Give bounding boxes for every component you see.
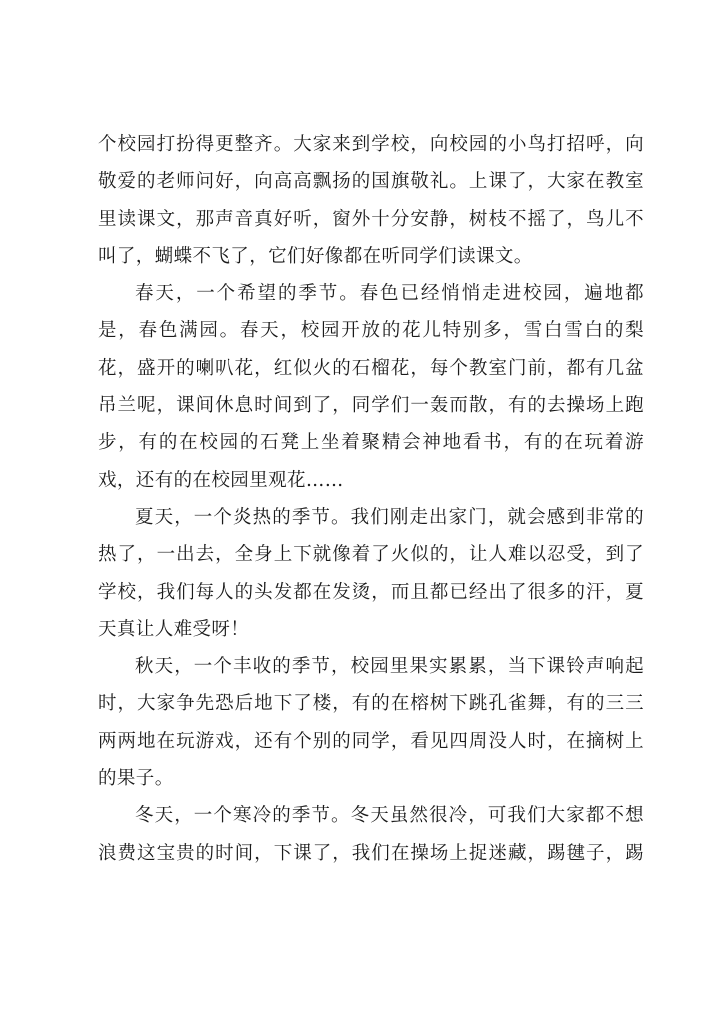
- text-line: 时，大家争先恐后地下了楼，有的在榕树下跳孔雀舞，有的三三: [98, 693, 644, 715]
- paragraph-start-line: 秋天，一个丰收的季节，校园里果实累累，当下课铃声响起: [135, 656, 644, 678]
- text-line: 敬爱的老师问好，向高高飘扬的国旗敬礼。上课了，大家在教室: [98, 171, 644, 193]
- paragraph-start-line: 冬天，一个寒冷的季节。冬天虽然很冷，可我们大家都不想: [135, 805, 644, 827]
- text-line: 戏，还有的在校园里观花……: [98, 469, 344, 491]
- text-line: 个校园打扮得更整齐。大家来到学校，向校园的小鸟打招呼，向: [98, 134, 644, 155]
- text-line: 热了，一出去，全身上下就像着了火似的，让人难以忍受，到了: [98, 544, 644, 566]
- text-line: 是，春色满园。春天，校园开放的花儿特别多，雪白雪白的梨: [98, 320, 644, 342]
- paragraph-start-line: 夏天，一个炎热的季节。我们刚走出家门，就会感到非常的: [135, 506, 644, 528]
- text-line: 的果子。: [98, 768, 174, 790]
- text-line: 步，有的在校园的石凳上坐着聚精会神地看书，有的在玩着游: [98, 432, 644, 454]
- paragraph-start-line: 春天，一个希望的季节。春色已经悄悄走进校园，遍地都: [135, 283, 644, 305]
- text-line: 花，盛开的喇叭花，红似火的石榴花，每个教室门前，都有几盆: [98, 357, 644, 379]
- body-text: [98, 126, 644, 872]
- text-line: 天真让人难受呀！: [98, 618, 250, 640]
- text-line: 叫了，蝴蝶不飞了，它们好像都在听同学们读课文。: [98, 245, 533, 267]
- text-line: 学校，我们每人的头发都在发烫，而且都已经出了很多的汗，夏: [98, 581, 644, 603]
- text-line: 浪费这宝贵的时间，下课了，我们在操场上捉迷藏，踢毽子，踢: [98, 842, 644, 864]
- text-line: 吊兰呢，课间休息时间到了，同学们一轰而散，有的去操场上跑: [98, 395, 644, 417]
- text-line: 里读课文，那声音真好听，窗外十分安静，树枝不摇了，鸟儿不: [98, 208, 644, 230]
- text-line: 两两地在玩游戏，还有个别的同学，看见四周没人时，在摘树上: [98, 730, 644, 752]
